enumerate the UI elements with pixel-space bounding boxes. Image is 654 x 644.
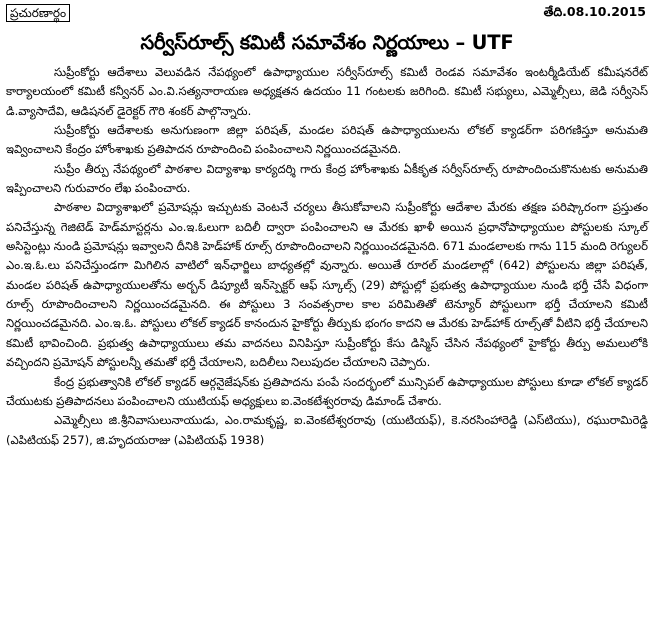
release-date: తేది.08.10.2015 <box>543 4 646 19</box>
paragraph: పాఠశాల విద్యాశాఖలో ప్రమోషన్లు ఇచ్చుటకు వెంటనే చర్యలు తీసుకోవాలని సుప్రీంకోర్టు ఆదేశాల మేరకు తక్షణ పరిష్కారంగా ప్రస్తుతం పనిచేస్తున్న గెజిటెడ్ హెడ్‌మాస్టర్లను ఎం.ఇ.ఓలుగా బదిలీ ద్వారా పంపించాలని ఆ మేరకు ఖాళీ అయిన ప్రధానోపాధ్యాయుల పోస్టులకు స్కూల్ అసిస్టెంట్లు నుండి ప్రమోషన్లు ఇవ్వాలని దీనికి హెడ్‌హాక్ రూల్స్ రూపొందించాలని నిర్ణయించడమైనది. 671 మండలాలకు గాను 115 మంది రెగ్యులర్ ఎం.ఇ.ఓ.లు పనిచేస్తుండగా మిగిలిన వాటిలో ఇన్‌ఛార్జిలు బాధ్యతల్లో వున్నారు. అయితే రూరల్ మండలాల్లో (642) పోస్టులను జిల్లా పరిషత్, మండల పరిషత్ ఉపాధ్యాయులతోను అర్బన్ డిప్యూటీ ఇన్‌స్పెక్టర్ ఆఫ్ స్కూల్స్ (29) పోస్టుల్లో ప్రభుత్వ ఉపాధ్యాయుల నుండి భర్తీ చేసే విధంగా రూల్స్ రూపొందించాలని నిర్ణయించడమైనది. ఈ పోస్టులు 3 సంవత్సరాల కాల పరిమితితో టెన్యూర్ పోస్టులుగా భర్తీ చేయాలని కమిటీ నిర్ణయించడమైనది. ఎం.ఇ.ఓ. పోస్టులు లోకల్ క్యాడర్ కానందున హైకోర్టు తీర్పుకు భంగం కాదని ఆ మేరకు హెడ్‌హాక్ రూల్స్‌తో వీటిని భర్తీ చేయాలని కమిటీ భావించింది. ప్రభుత్వ ఉపాధ్యాయులు తమ వాదనలు వినిపిస్తూ సుప్రీంకోర్టు కేసు డిస్మిస్ చేసిన నేపథ్యంలో హైకోర్టు తీర్పు అమలులోకి వచ్చిందని ప్రమోషన్ పోస్టులన్నీ తమతో భర్తీ చేయాలని, బదిలీలు నిలుపుదల చేయాలని చెప్పారు. <box>6 200 648 370</box>
headline: సర్వీస్‌రూల్స్ కమిటీ సమావేశం నిర్ణయాలు – UTF <box>140 31 514 54</box>
article-body <box>6 63 648 450</box>
press-release-label: ప్రచురణార్థం <box>6 4 70 22</box>
paragraph: సుప్రీంకోర్టు ఆదేశాలు వెలువడిన నేపథ్యంలో ఉపాధ్యాయుల సర్వీస్‌రూల్స్ కమిటీ రెండవ సమావేశం ఇంటర్మీడియేట్ కమీషనరేట్ కార్యాలయంలో కమిటీ కన్వీనర్ ఎం.వి.సత్యనారాయణ అధ్యక్షతన ఉదయం 11 గంటలకు జరిగింది. కమిటీ సభ్యులు, ఎమ్మెల్సీలు, జెడి సర్వీసెస్ డి.వ్యాసాదేవి, ఆడిషనల్ డైరెక్టర్ గౌరి శంకర్ పాల్గొన్నారు. <box>6 65 648 118</box>
header-row <box>6 4 648 22</box>
paragraph: సుప్రీంకోర్టు ఆదేశాలకు అనుగుణంగా జిల్లా పరిషత్, మండల పరిషత్ ఉపాధ్యాయులను లోకల్ క్యాడర్‌గా పరిగణిస్తూ అనుమతి ఇవ్వించాలని కేంద్రం హోంశాఖకు ప్రతిపాదన రూపొందించి పంపించాలని నిర్ణయించడమైనది. <box>6 123 648 157</box>
paragraph: సుప్రీం తీర్పు నేపథ్యంలో పాఠశాల విద్యాశాఖ కార్యదర్శి గారు కేంద్ర హోంశాఖకు ఏకీకృత సర్వీస్‌రూల్స్ రూపొందించుకొనుటకు అనుమతి ఇప్పించాలని గురువారం లేఖ పంపించారు. <box>6 161 648 196</box>
paragraph: కేంద్ర ప్రభుత్వానికి లోకల్ క్యాడర్ ఆర్గనైజేషన్‌కు ప్రతిపాదను పంపే సందర్భంలో మున్సిపల్ ఉపాధ్యాయుల పోస్టులు కూడా లోకల్ క్యాడర్ చేయుటకు ప్రతిపాదనలు పంపించాలని యుటియఫ్ అధ్యక్షులు ఐ.వెంకటేశ్వరరావు డిమాండ్ చేశారు. <box>6 374 648 408</box>
paragraph: ఎమ్మెల్సీలు జి.శ్రీనివాసులునాయుడు, ఎం.రామకృష్ణ, ఐ.వెంకటేశ్వరరావు (యుటియఫ్), కె.నరసింహారెడ్డి (ఎస్‌టియు), రఘురామిరెడ్డి (ఎపిటియఫ్ 257), జి.హృదయరాజు (ఎపిటియఫ్ 1938) <box>6 413 648 447</box>
